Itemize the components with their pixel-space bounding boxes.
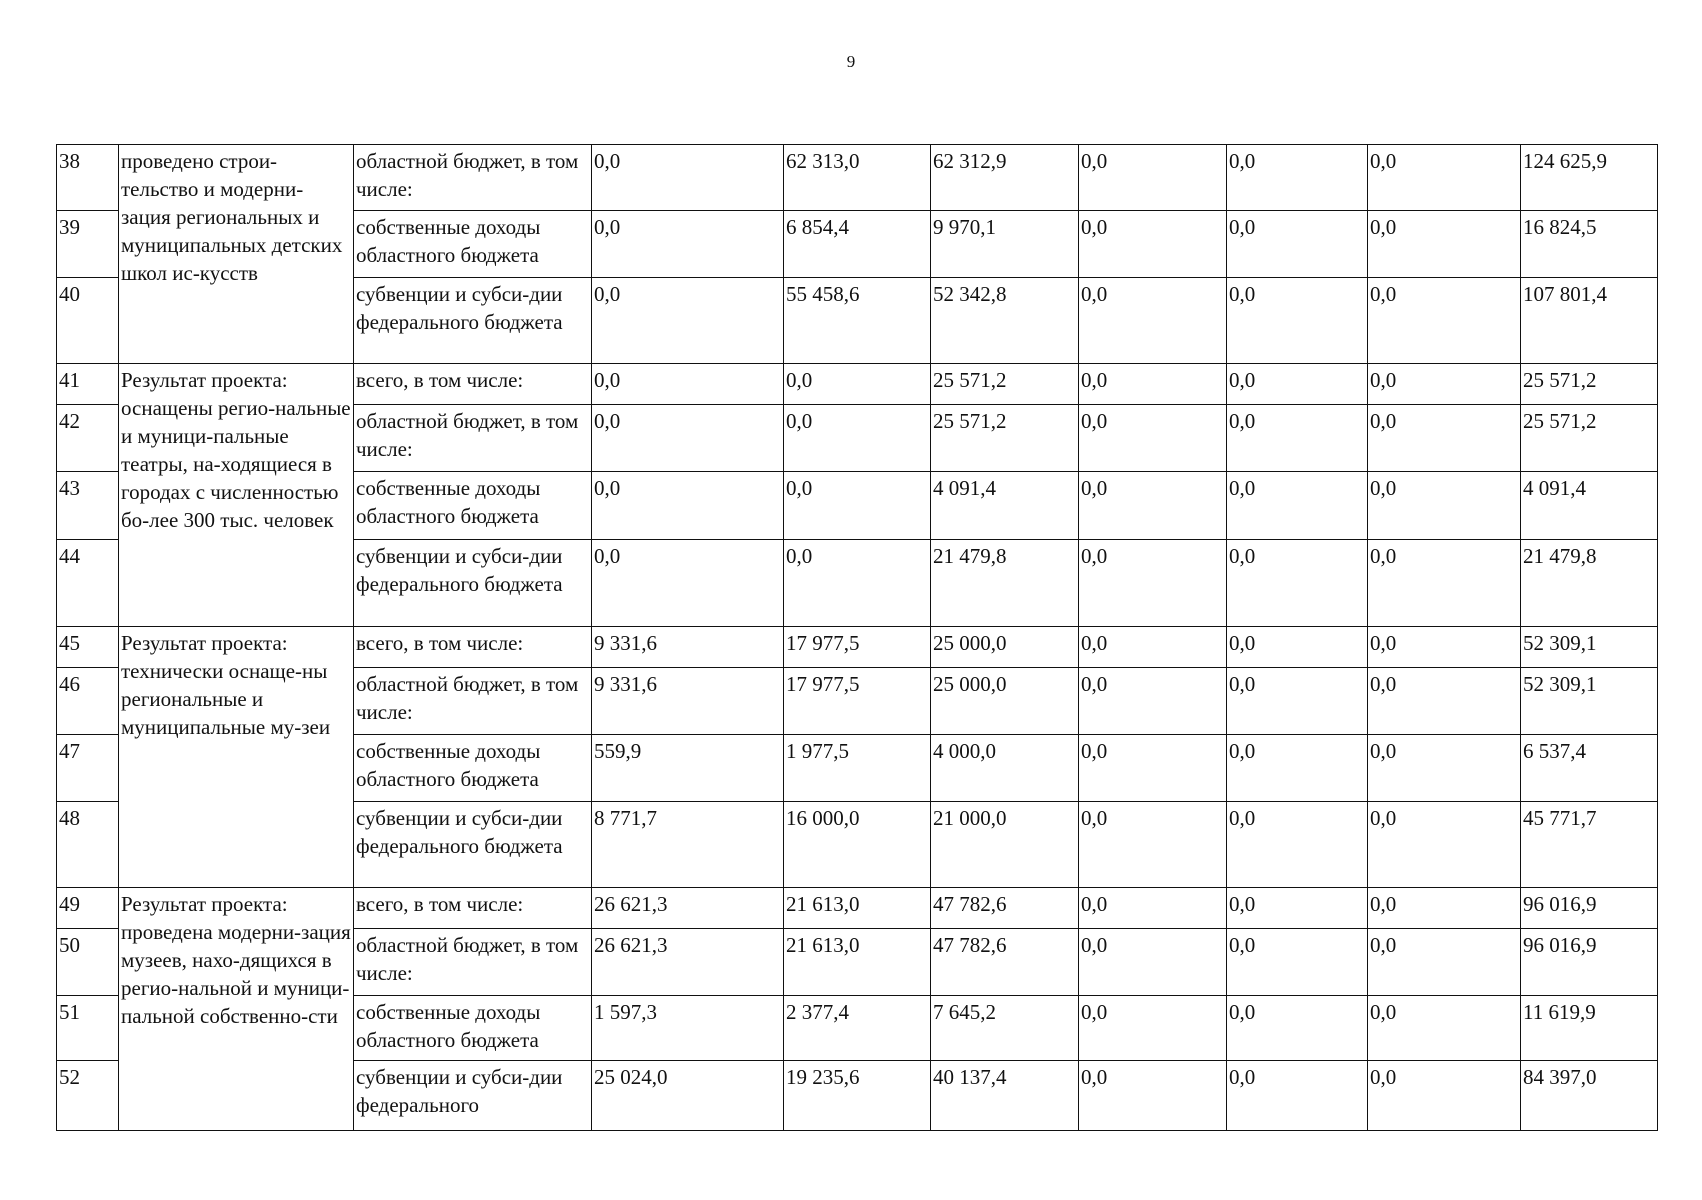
row-number: 49 bbox=[57, 888, 119, 929]
total-value: 6 537,4 bbox=[1521, 735, 1658, 802]
value-cell: 0,0 bbox=[784, 364, 931, 405]
value-cell: 0,0 bbox=[1368, 735, 1521, 802]
funding-source: собственные доходы областного бюджета bbox=[354, 996, 592, 1061]
row-number: 47 bbox=[57, 735, 119, 802]
value-cell: 21 613,0 bbox=[784, 929, 931, 996]
total-value: 107 801,4 bbox=[1521, 278, 1658, 364]
total-value: 45 771,7 bbox=[1521, 802, 1658, 888]
row-number: 52 bbox=[57, 1061, 119, 1131]
value-cell: 0,0 bbox=[1227, 278, 1368, 364]
funding-source: областной бюджет, в том числе: bbox=[354, 405, 592, 472]
value-cell: 0,0 bbox=[1227, 364, 1368, 405]
funding-source: областной бюджет, в том числе: bbox=[354, 145, 592, 211]
value-cell: 0,0 bbox=[784, 472, 931, 540]
row-number: 45 bbox=[57, 627, 119, 668]
funding-source: областной бюджет, в том числе: bbox=[354, 929, 592, 996]
total-value: 21 479,8 bbox=[1521, 540, 1658, 627]
value-cell: 0,0 bbox=[1079, 888, 1227, 929]
value-cell: 17 977,5 bbox=[784, 668, 931, 735]
funding-source: субвенции и субси-дии федерального бюджета bbox=[354, 540, 592, 627]
value-cell: 0,0 bbox=[1368, 145, 1521, 211]
total-value: 11 619,9 bbox=[1521, 996, 1658, 1061]
row-number: 42 bbox=[57, 405, 119, 472]
value-cell: 0,0 bbox=[1227, 888, 1368, 929]
value-cell: 0,0 bbox=[592, 145, 784, 211]
value-cell: 0,0 bbox=[1227, 735, 1368, 802]
value-cell: 0,0 bbox=[784, 405, 931, 472]
row-number: 38 bbox=[57, 145, 119, 211]
value-cell: 0,0 bbox=[1368, 1061, 1521, 1131]
value-cell: 25 000,0 bbox=[931, 627, 1079, 668]
value-cell: 0,0 bbox=[1227, 405, 1368, 472]
value-cell: 0,0 bbox=[1079, 278, 1227, 364]
value-cell: 0,0 bbox=[1368, 364, 1521, 405]
value-cell: 19 235,6 bbox=[784, 1061, 931, 1131]
funding-source: всего, в том числе: bbox=[354, 627, 592, 668]
table-row bbox=[57, 888, 1658, 929]
funding-source: всего, в том числе: bbox=[354, 888, 592, 929]
value-cell: 26 621,3 bbox=[592, 929, 784, 996]
result-description: Результат проекта: проведена модерни-зация музеев, нахо-дящихся в регио-нальной и муници-пальной собственно-сти bbox=[119, 888, 354, 1131]
table-row bbox=[57, 627, 1658, 668]
value-cell: 0,0 bbox=[1227, 211, 1368, 278]
value-cell: 26 621,3 bbox=[592, 888, 784, 929]
value-cell: 0,0 bbox=[1368, 888, 1521, 929]
total-value: 4 091,4 bbox=[1521, 472, 1658, 540]
value-cell: 0,0 bbox=[1079, 145, 1227, 211]
value-cell: 0,0 bbox=[1368, 627, 1521, 668]
value-cell: 55 458,6 bbox=[784, 278, 931, 364]
value-cell: 47 782,6 bbox=[931, 888, 1079, 929]
budget-table bbox=[56, 144, 1658, 1131]
funding-source: собственные доходы областного бюджета bbox=[354, 211, 592, 278]
table-row bbox=[57, 145, 1658, 211]
value-cell: 1 597,3 bbox=[592, 996, 784, 1061]
result-description: Результат проекта: оснащены регио-нальные и муници-пальные театры, на-ходящиеся в городах с численностью бо-лее 300 тыс. человек bbox=[119, 364, 354, 627]
total-value: 16 824,5 bbox=[1521, 211, 1658, 278]
total-value: 25 571,2 bbox=[1521, 405, 1658, 472]
value-cell: 21 613,0 bbox=[784, 888, 931, 929]
value-cell: 25 000,0 bbox=[931, 668, 1079, 735]
row-number: 50 bbox=[57, 929, 119, 996]
value-cell: 1 977,5 bbox=[784, 735, 931, 802]
value-cell: 0,0 bbox=[1079, 735, 1227, 802]
row-number: 46 bbox=[57, 668, 119, 735]
value-cell: 40 137,4 bbox=[931, 1061, 1079, 1131]
value-cell: 21 479,8 bbox=[931, 540, 1079, 627]
value-cell: 0,0 bbox=[1227, 540, 1368, 627]
value-cell: 0,0 bbox=[592, 364, 784, 405]
value-cell: 0,0 bbox=[1079, 1061, 1227, 1131]
total-value: 96 016,9 bbox=[1521, 888, 1658, 929]
value-cell: 0,0 bbox=[1368, 996, 1521, 1061]
value-cell: 0,0 bbox=[1079, 627, 1227, 668]
value-cell: 0,0 bbox=[1079, 802, 1227, 888]
value-cell: 6 854,4 bbox=[784, 211, 931, 278]
value-cell: 25 571,2 bbox=[931, 405, 1079, 472]
funding-source: субвенции и субси-дии федерального бюджета bbox=[354, 278, 592, 364]
funding-source: субвенции и субси-дии федерального бюджета bbox=[354, 802, 592, 888]
value-cell: 62 312,9 bbox=[931, 145, 1079, 211]
value-cell: 0,0 bbox=[1227, 627, 1368, 668]
value-cell: 17 977,5 bbox=[784, 627, 931, 668]
funding-source: областной бюджет, в том числе: bbox=[354, 668, 592, 735]
row-number: 51 bbox=[57, 996, 119, 1061]
value-cell: 16 000,0 bbox=[784, 802, 931, 888]
value-cell: 62 313,0 bbox=[784, 145, 931, 211]
table-row bbox=[57, 364, 1658, 405]
value-cell: 0,0 bbox=[1227, 472, 1368, 540]
funding-source: собственные доходы областного бюджета bbox=[354, 735, 592, 802]
funding-source: всего, в том числе: bbox=[354, 364, 592, 405]
funding-source: субвенции и субси-дии федерального bbox=[354, 1061, 592, 1131]
total-value: 52 309,1 bbox=[1521, 668, 1658, 735]
value-cell: 0,0 bbox=[1079, 472, 1227, 540]
value-cell: 0,0 bbox=[1368, 472, 1521, 540]
row-number: 41 bbox=[57, 364, 119, 405]
value-cell: 0,0 bbox=[1227, 996, 1368, 1061]
total-value: 124 625,9 bbox=[1521, 145, 1658, 211]
value-cell: 0,0 bbox=[1368, 668, 1521, 735]
row-number: 43 bbox=[57, 472, 119, 540]
value-cell: 0,0 bbox=[592, 405, 784, 472]
value-cell: 0,0 bbox=[1368, 211, 1521, 278]
value-cell: 0,0 bbox=[1079, 996, 1227, 1061]
value-cell: 9 331,6 bbox=[592, 668, 784, 735]
value-cell: 47 782,6 bbox=[931, 929, 1079, 996]
value-cell: 2 377,4 bbox=[784, 996, 931, 1061]
value-cell: 52 342,8 bbox=[931, 278, 1079, 364]
value-cell: 9 970,1 bbox=[931, 211, 1079, 278]
value-cell: 0,0 bbox=[592, 472, 784, 540]
total-value: 52 309,1 bbox=[1521, 627, 1658, 668]
value-cell: 0,0 bbox=[1368, 929, 1521, 996]
value-cell: 0,0 bbox=[592, 278, 784, 364]
value-cell: 0,0 bbox=[1079, 211, 1227, 278]
total-value: 84 397,0 bbox=[1521, 1061, 1658, 1131]
value-cell: 0,0 bbox=[592, 211, 784, 278]
value-cell: 25 024,0 bbox=[592, 1061, 784, 1131]
value-cell: 0,0 bbox=[1079, 364, 1227, 405]
value-cell: 0,0 bbox=[1368, 278, 1521, 364]
funding-source: собственные доходы областного бюджета bbox=[354, 472, 592, 540]
result-description: проведено строи-тельство и модерни-зация региональных и муниципальных детских школ ис-кусств bbox=[119, 145, 354, 364]
value-cell: 4 091,4 bbox=[931, 472, 1079, 540]
value-cell: 7 645,2 bbox=[931, 996, 1079, 1061]
value-cell: 0,0 bbox=[1079, 540, 1227, 627]
value-cell: 0,0 bbox=[1227, 145, 1368, 211]
value-cell: 21 000,0 bbox=[931, 802, 1079, 888]
value-cell: 0,0 bbox=[1227, 668, 1368, 735]
value-cell: 0,0 bbox=[592, 540, 784, 627]
value-cell: 25 571,2 bbox=[931, 364, 1079, 405]
value-cell: 0,0 bbox=[784, 540, 931, 627]
value-cell: 0,0 bbox=[1368, 802, 1521, 888]
value-cell: 559,9 bbox=[592, 735, 784, 802]
row-number: 44 bbox=[57, 540, 119, 627]
result-description: Результат проекта: технически оснаще-ны региональные и муниципальные му-зеи bbox=[119, 627, 354, 888]
value-cell: 0,0 bbox=[1368, 540, 1521, 627]
value-cell: 0,0 bbox=[1227, 1061, 1368, 1131]
value-cell: 8 771,7 bbox=[592, 802, 784, 888]
value-cell: 0,0 bbox=[1079, 668, 1227, 735]
value-cell: 0,0 bbox=[1368, 405, 1521, 472]
value-cell: 0,0 bbox=[1227, 802, 1368, 888]
total-value: 96 016,9 bbox=[1521, 929, 1658, 996]
page-number: 9 bbox=[846, 52, 856, 71]
value-cell: 9 331,6 bbox=[592, 627, 784, 668]
row-number: 39 bbox=[57, 211, 119, 278]
value-cell: 4 000,0 bbox=[931, 735, 1079, 802]
value-cell: 0,0 bbox=[1227, 929, 1368, 996]
value-cell: 0,0 bbox=[1079, 929, 1227, 996]
row-number: 48 bbox=[57, 802, 119, 888]
total-value: 25 571,2 bbox=[1521, 364, 1658, 405]
row-number: 40 bbox=[57, 278, 119, 364]
value-cell: 0,0 bbox=[1079, 405, 1227, 472]
